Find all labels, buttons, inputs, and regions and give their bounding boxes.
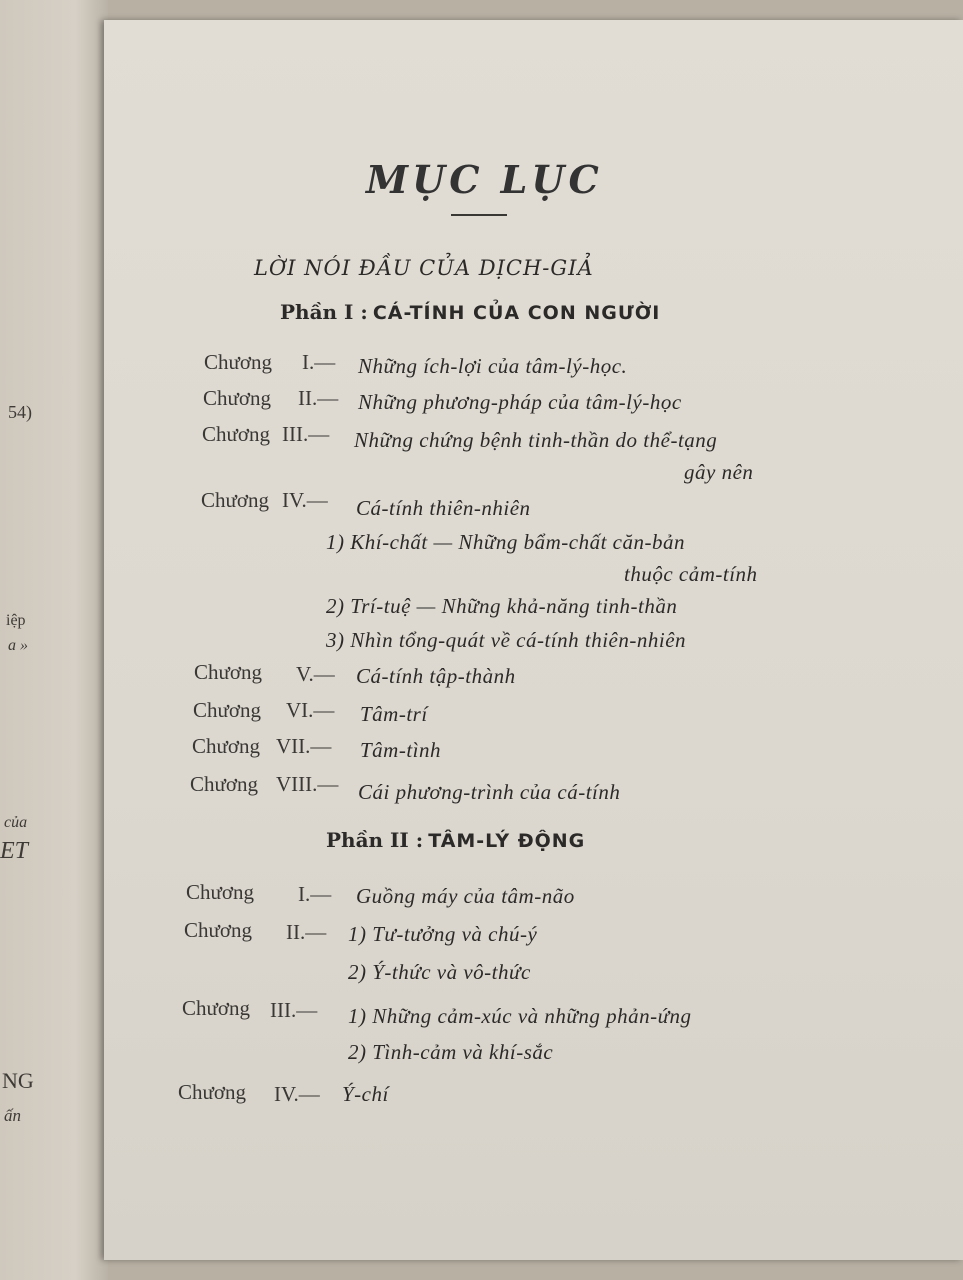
chapter-label: Chương xyxy=(193,698,261,722)
subsection-title: 3) Nhìn tổng-quát về cá-tính thiên-nhiên xyxy=(326,628,687,652)
chapter-title: 1) Tư-tưởng và chú-ý xyxy=(348,922,538,946)
chapter-title: Ý-chí xyxy=(342,1082,389,1106)
part2-heading xyxy=(326,828,585,852)
subsection-title-continued: thuộc cảm-tính xyxy=(624,562,758,586)
chapter-label: Chương xyxy=(203,386,271,410)
chapter-title: Những chứng bệnh tinh-thần do thể-tạng xyxy=(354,428,718,452)
chapter-number: III.— xyxy=(282,422,330,446)
left-page-fragment: ET xyxy=(0,838,29,864)
chapter-title: Những ích-lợi của tâm-lý-học. xyxy=(358,354,628,378)
chapter-subentry: 2) Ý-thức và vô-thức xyxy=(348,960,531,984)
title-underline xyxy=(451,214,507,216)
chapter-label: Chương xyxy=(178,1080,246,1104)
toc-entry xyxy=(194,660,262,685)
chapter-title: Guồng máy của tâm-não xyxy=(356,884,575,908)
toc-entry xyxy=(192,734,260,759)
chapter-title-continued: gây nên xyxy=(684,460,754,484)
chapter-title: Cái phương-trình của cá-tính xyxy=(358,780,621,804)
toc-entry xyxy=(190,772,258,797)
toc-entry xyxy=(193,698,261,723)
subsection-title: 2) Trí-tuệ — Những khả-năng tinh-thần xyxy=(326,594,678,618)
part1-label: Phần I : xyxy=(280,300,368,324)
left-page-fragment: của xyxy=(4,814,28,831)
chapter-label: Chương xyxy=(202,422,270,446)
toc-entry xyxy=(186,880,254,905)
chapter-number: II.— xyxy=(286,920,327,944)
chapter-title: Cá-tính thiên-nhiên xyxy=(356,496,531,520)
left-page-fragment: NG xyxy=(2,1068,34,1093)
chapter-label: Chương xyxy=(186,880,254,904)
left-page-fragment: 54) xyxy=(8,402,32,422)
chapter-label: Chương xyxy=(184,918,252,942)
part2-title: TÂM-LÝ ĐỘNG xyxy=(428,830,586,852)
toc-entry xyxy=(178,1080,246,1105)
chapter-label: Chương xyxy=(192,734,260,758)
chapter-title: Tâm-trí xyxy=(360,702,428,726)
chapter-number: II.— xyxy=(298,386,339,410)
toc-entry xyxy=(201,488,269,513)
toc-entry xyxy=(184,918,252,943)
chapter-number: VIII.— xyxy=(276,772,339,796)
chapter-title: Cá-tính tập-thành xyxy=(356,664,516,688)
toc-entry xyxy=(203,386,271,411)
part1-title: CÁ-TÍNH CỦA CON NGƯỜI xyxy=(372,302,661,324)
book-page xyxy=(104,20,963,1260)
chapter-title: 1) Những cảm-xúc và những phản-ứng xyxy=(348,1004,692,1028)
part1-heading xyxy=(280,300,660,324)
chapter-number: VI.— xyxy=(286,698,335,722)
toc-entry xyxy=(182,996,250,1021)
chapter-title: Những phương-pháp của tâm-lý-học xyxy=(358,390,682,414)
chapter-number: V.— xyxy=(296,662,335,686)
chapter-number: IV.— xyxy=(282,488,328,512)
chapter-subentry: 2) Tình-cảm và khí-sắc xyxy=(348,1040,554,1064)
chapter-label: Chương xyxy=(204,350,272,374)
page-title: MỤC LỤC xyxy=(366,157,603,202)
subsection-title: 1) Khí-chất — Những bẩm-chất căn-bản xyxy=(326,530,685,554)
toc-entry xyxy=(202,422,270,447)
preface-entry: LỜI NÓI ĐẦU CỦA DỊCH-GIẢ xyxy=(254,256,594,280)
chapter-number: I.— xyxy=(298,882,332,906)
chapter-label: Chương xyxy=(194,660,262,684)
chapter-label: Chương xyxy=(182,996,250,1020)
chapter-number: I.— xyxy=(302,350,336,374)
chapter-label: Chương xyxy=(190,772,258,796)
left-page-fragment: iệp xyxy=(6,612,26,629)
left-page-edge xyxy=(0,0,108,1280)
left-page-fragment: a » xyxy=(8,637,28,654)
toc-entry xyxy=(204,350,272,375)
part2-label: Phần II : xyxy=(326,828,424,852)
left-page-fragment: ấn xyxy=(4,1106,21,1125)
chapter-number: III.— xyxy=(270,998,318,1022)
chapter-number: IV.— xyxy=(274,1082,320,1106)
chapter-label: Chương xyxy=(201,488,269,512)
chapter-number: VII.— xyxy=(276,734,332,758)
chapter-title: Tâm-tình xyxy=(360,738,442,762)
